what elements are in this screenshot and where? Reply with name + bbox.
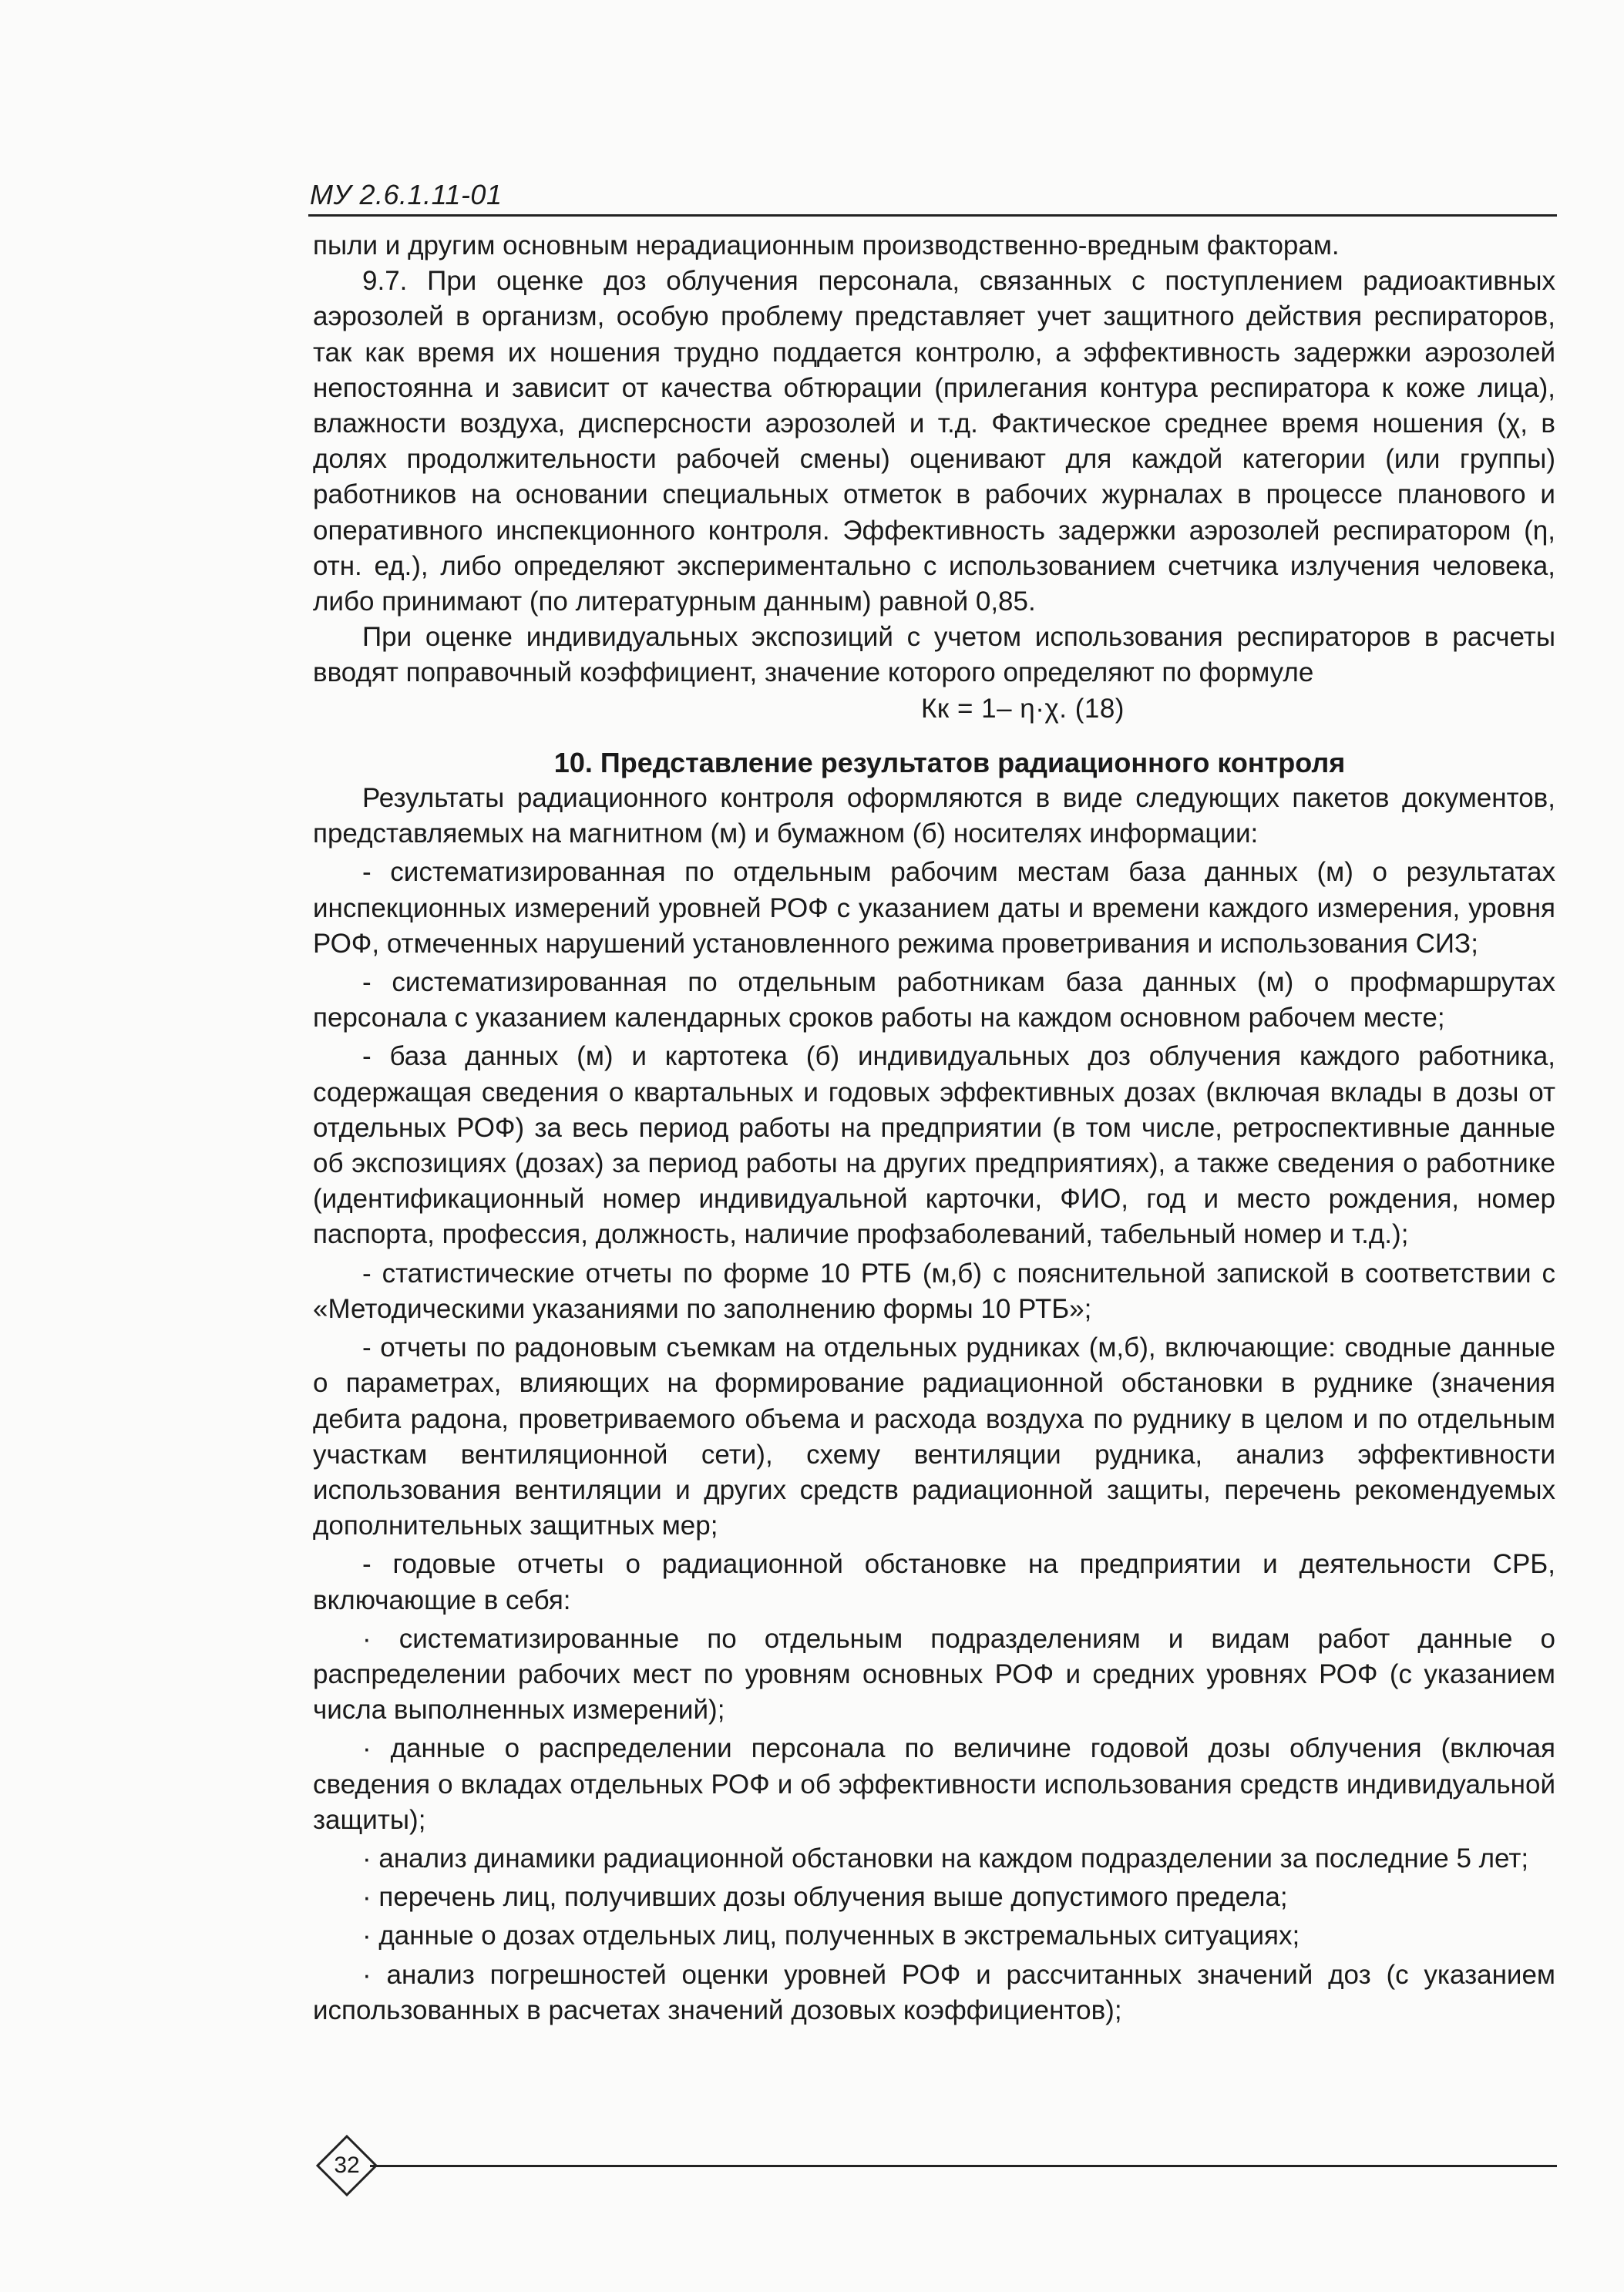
paragraph-results-intro: Результаты радиационного контроля оформляются в виде следующих пакетов документов, представляемых на магнитном (м) и бумажном (б) носителях информации: bbox=[313, 783, 1555, 849]
section-title: 10. Представление результатов радиационного контроля bbox=[553, 746, 1346, 778]
list-item: - отчеты по радоновым съемкам на отдельных рудниках (м,б), включающие: сводные данные о параметрах, влияющих на формирование радиационной обстановки в руднике (значения дебита радона, проветриваемого объема и расхода воздуха по руднику в целом и по отдельным участкам вентиляционной сети), схему вентиляции рудника, анализ эффективности использования вентиляции и других средств радиационной защиты, перечень рекомендуемых дополнительных защитных мер; bbox=[313, 1333, 1555, 1541]
sub-list-item: · анализ динамики радиационной обстановки на каждом подразделении за последние 5 лет; bbox=[362, 1843, 1529, 1874]
paragraph-continuation: пыли и другим основным нерадиационным производственно-вредным факторам. bbox=[313, 230, 1340, 260]
paragraph-9-7: 9.7. При оценке доз облучения персонала, связанных с поступлением радиоактивных аэрозолей в организм, особую проблему представляет учет защитного действия респираторов, так как время их ношения трудно поддается контролю, а эффективность задержки аэрозолей непостоянна и зависит от качества обтюрации (прилегания контура респиратора к коже лица), влажности воздуха, дисперсности аэрозолей и т.д. Фактическое среднее время ношения (χ, в долях продолжительности рабочей смены) оценивают для каждой категории (или группы) работников на основании специальных отметок в рабочих журналах в процессе планового и оперативного инспекционного контроля. Эффективность задержки аэрозолей респиратором (η, отн. ед.), либо определяют экспериментально с использованием счетчика излучения человека, либо принимают (по литературным данным) равной 0,85. bbox=[313, 266, 1555, 617]
page-header bbox=[308, 171, 1557, 217]
page-footer bbox=[316, 2135, 1558, 2196]
list-item: - статистические отчеты по форме 10 РТБ (м,б) с пояснительной запиской в соответствии с «Методическими указаниями по заполнению формы 10 РТБ»; bbox=[313, 1258, 1555, 1324]
paragraph-formula-intro: При оценке индивидуальных экспозиций с учетом использования респираторов в расчеты вводят поправочный коэффициент, значение которого определяют по формуле bbox=[313, 622, 1555, 688]
sub-list-item: · данные о дозах отдельных лиц, полученных в экстремальных ситуациях; bbox=[362, 1921, 1300, 1951]
document-code: МУ 2.6.1.11-01 bbox=[310, 179, 503, 210]
sub-list-item: · данные о распределении персонала по величине годовой дозы облучения (включая сведения о вкладах отдельных РОФ и об эффективности использования средств индивидуальной защиты); bbox=[313, 1733, 1555, 1835]
list-item: - годовые отчеты о радиационной обстановке на предприятии и деятельности СРБ, включающие в себя: bbox=[313, 1549, 1555, 1615]
footer-rule bbox=[370, 2165, 1557, 2167]
list-item: - систематизированная по отдельным работникам база данных (м) о профмаршрутах персонала с указанием календарных сроков работы на каждом основном рабочем месте; bbox=[313, 967, 1555, 1033]
sub-list-item: · перечень лиц, получивших дозы облучения выше допустимого предела; bbox=[362, 1882, 1288, 1913]
sub-list-item: · анализ погрешностей оценки уровней РОФ и рассчитанных значений доз (с указанием использованных в расчетах значений дозовых коэффициентов); bbox=[313, 1959, 1555, 2025]
page-body bbox=[313, 228, 1555, 2028]
formula-18: Кк = 1– η·χ. (18) bbox=[921, 693, 1125, 724]
page-number: 32 bbox=[334, 2153, 360, 2178]
list-item: - база данных (м) и картотека (б) индивидуальных доз облучения каждого работника, содержащая сведения о квартальных и годовых эффективных дозах (включая вклады в дозы от отдельных РОФ) за весь период работы на предприятии (в том числе, ретроспективные данные об экспозициях (дозах) за период работы на других предприятиях), а также сведения о работнике (идентификационный номер индивидуальной карточки, ФИО, год и место рождения, номер паспорта, профессия, должность, наличие профзаболеваний, табельный номер и т.д.); bbox=[313, 1041, 1555, 1250]
list-item: - систематизированная по отдельным рабочим местам база данных (м) о результатах инспекционных измерений уровней РОФ с указанием даты и времени каждого измерения, уровня РОФ, отмеченных нарушений установленного режима проветривания и использования СИЗ; bbox=[313, 857, 1555, 959]
sub-list-item: · систематизированные по отдельным подразделениям и видам работ данные о распределении рабочих мест по уровням основных РОФ и средних уровнях РОФ (с указанием числа выполненных измерений); bbox=[313, 1623, 1555, 1726]
